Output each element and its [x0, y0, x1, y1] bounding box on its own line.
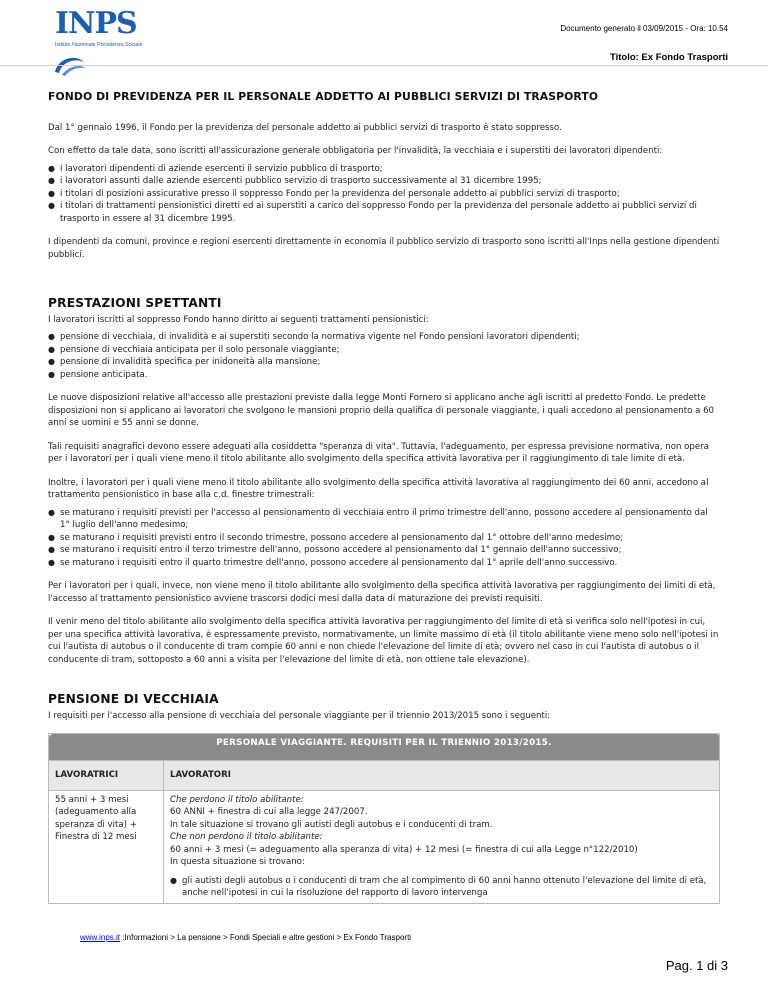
footer-breadcrumb — [80, 933, 411, 942]
paragraph: Per i lavoratori per i quali, invece, non viene meno il titolo abilitante allo svolgimento della specifica attività lavorativa per raggiungimento dei limiti di età, l'accesso al trattamento pensionistico avviene trascorsi dodici mesi dalla data di maturazione dei previsti requisiti. — [48, 581, 716, 604]
list-item: ● i titolari di trattamenti pensionistici diretti ed ai superstiti a carico del soppresso Fondo per la previdenza del personale addetto ai pubblici servizi di trasporto in essere al 31 dicembre 1995. — [60, 200, 720, 225]
list-item: ● se maturano i requisiti previsti per l'accesso al pensionamento di vecchiaia entro il primo trimestre dell'anno, possono accedere al pensionamento dal 1° luglio dell'anno medesimo; — [60, 507, 720, 532]
paragraph: I dipendenti da comuni, province e regioni esercenti direttamente in economia il pubblico servizio di trasporto sono iscritti all'Inps nella gestione dipendenti pubblici. — [48, 237, 720, 260]
cell-line: Che non perdono il titolo abilitante: — [170, 832, 323, 842]
bullet-list — [170, 875, 713, 900]
document-body — [48, 91, 720, 904]
list-item: ● se maturano i requisiti previsti entro il secondo trimestre, possono accedere al pensionamento dal 1° ottobre dell'anno medesimo; — [60, 532, 720, 545]
cell-line: 60 ANNI + finestra di cui alla legge 247/2007. — [170, 807, 368, 817]
paragraph: Il venir meno del titolo abilitante allo svolgimento della specifica attività lavorativa per raggiungimento del limite di età si verifica solo nell'ipotesi in cui, per una specifica attività lavorativa, è espressamente previsto, normativamente, un limite massimo di età (il titolo abilitante viene meno solo nell'ipotesi in cui l'autista di autobus o il conducente di tram compie 60 anni e non chiede l'elevazione del limite di età; ovvero nel caso in cui l'autista di autobus o il conducente di tram, sottoposto a 60 anni a visita per l'elevazione del limite di età, non ottiene tale elevazione). — [48, 617, 719, 665]
list-item: ● pensione di invalidità specifica per inidoneità alla mansione; — [60, 356, 720, 369]
cell-line: 60 anni + 3 mesi (= adeguamento alla speranza di vita) + 12 mesi (= finestra di cui alla Legge n°122/2010) — [170, 844, 638, 855]
column-header-lavoratori: LAVORATORI — [164, 761, 720, 791]
list-item: ● i lavoratori assunti dalle aziende esercenti pubblico servizio di trasporto successivamente al 31 dicembre 1995; — [60, 175, 720, 188]
list-item: ● pensione di vecchiaia, di invalidità e ai superstiti secondo la normativa vigente nel Fondo pensioni lavoratori dipendenti; — [60, 331, 720, 344]
list-item: ● se maturano i requisiti entro il quarto trimestre dell'anno, possono accedere al pensionamento dal 1° aprile dell'anno successivo. — [60, 557, 720, 570]
section-heading-prestazioni: PRESTAZIONI SPETTANTI — [48, 296, 222, 310]
paragraph: Dal 1° gennaio 1996, il Fondo per la previdenza del personale addetto ai pubblici servizi di trasporto è stato soppresso. — [48, 122, 562, 133]
inps-link[interactable]: www.inps.it — [80, 933, 121, 942]
paragraph: Inoltre, i lavoratori per i quali viene meno il titolo abilitante allo svolgimento della specifica attività lavorativa al raggiungimento dei 60 anni, accedono al trattamento pensionistico in base alla c.d. finestre trimestrali: — [48, 477, 709, 500]
requirements-table — [48, 733, 720, 904]
bullet-list — [48, 507, 720, 570]
bullet-list — [48, 163, 720, 226]
bullet-list — [48, 331, 720, 381]
paragraph: Le nuove disposizioni relative all'accesso alle prestazioni previste dalla legge Monti Fornero si applicano anche agli iscritti al predetto Fondo. Le predette disposizioni non si applicano ai lavoratori che svolgono le mansioni proprio della qualifica di personale viaggiante, i quali accedono al pensionamento a 60 anni se uomini e 55 anni se donne. — [48, 393, 715, 428]
header-divider — [0, 65, 768, 66]
section-heading-vecchiaia: PENSIONE DI VECCHIAIA — [48, 692, 219, 706]
table-cell: 55 anni + 3 mesi (adeguamento alla speranza di vita) + Finestra di 12 mesi — [49, 790, 164, 903]
page-number: Pag. 1 di 3 — [665, 958, 728, 973]
main-heading: FONDO DI PREVIDENZA PER IL PERSONALE ADDETTO AI PUBBLICI SERVIZI DI TRASPORTO — [48, 90, 599, 103]
list-item: ● gli autisti degli autobus o i conducenti di tram che al compimento di 60 anni hanno ottenuto l'elevazione del limite di età, anche nell'ipotesi in cui la risoluzione del rapporto di lavoro intervenga — [182, 875, 713, 900]
column-header-lavoratrici: LAVORATRICI — [49, 761, 164, 791]
table-cell — [164, 790, 720, 903]
logo-text: INPS — [55, 6, 137, 41]
document-title: Titolo: Ex Fondo Trasporti — [609, 52, 728, 63]
list-item: ● pensione di vecchiaia anticipata per il solo personale viaggiante; — [60, 344, 720, 357]
list-item: ● i titolari di posizioni assicurative presso il soppresso Fondo per la previdenza del personale addetto ai pubblici servizi di trasporto; — [60, 188, 720, 201]
list-item: ● i lavoratori dipendenti di aziende esercenti il servizio pubblico di trasporto; — [60, 163, 720, 176]
paragraph: I lavoratori iscritti al soppresso Fondo hanno diritto ai seguenti trattamenti pensionistici: — [48, 314, 429, 325]
logo-subtitle: Istituto Nazionale Previdenza Sociale — [55, 42, 143, 48]
list-item: ● se maturano i requisiti entro il terzo trimestre dell'anno, possono accedere al pensionamento dal 1° gennaio dell'anno successivo; — [60, 544, 720, 557]
paragraph: Con effetto da tale data, sono iscritti all'assicurazione generale obbligatoria per l'invalidità, la vecchiaia e i superstiti dei lavoratori dipendenti: — [48, 146, 663, 156]
cell-line: In tale situazione si trovano gli autisti degli autobus e i conducenti di tram. — [170, 819, 493, 830]
cell-line: In questa situazione si trovano: — [170, 857, 305, 867]
table-caption: PERSONALE VIAGGIANTE. REQUISITI PER IL TRIENNIO 2013/2015. — [49, 734, 720, 761]
list-item: ● pensione anticipata. — [60, 369, 720, 382]
inps-logo — [38, 8, 178, 82]
paragraph: I requisiti per l'accesso alla pensione di vecchiaia del personale viaggiante per il triennio 2013/2015 sono i seguenti: — [48, 710, 551, 721]
table-row — [49, 790, 720, 903]
breadcrumb-path: :Informazioni > La pensione > Fondi Speciali e altre gestioni > Ex Fondo Trasporti — [120, 933, 412, 942]
paragraph: Tali requisiti anagrafici devono essere adeguati alla cosiddetta "speranza di vita". Tuttavia, l'adeguamento, per espressa previsione normativa, non opera per i lavoratori per i quali viene meno il titolo abilitante allo svolgimento della specifica attività lavorativa per il raggiungimento di tale limite di età. — [48, 441, 709, 464]
cell-line: Che perdono il titolo abilitante: — [170, 794, 304, 805]
generated-date: Documento generato il 03/09/2015 - Ora: 10.54 — [560, 24, 728, 33]
